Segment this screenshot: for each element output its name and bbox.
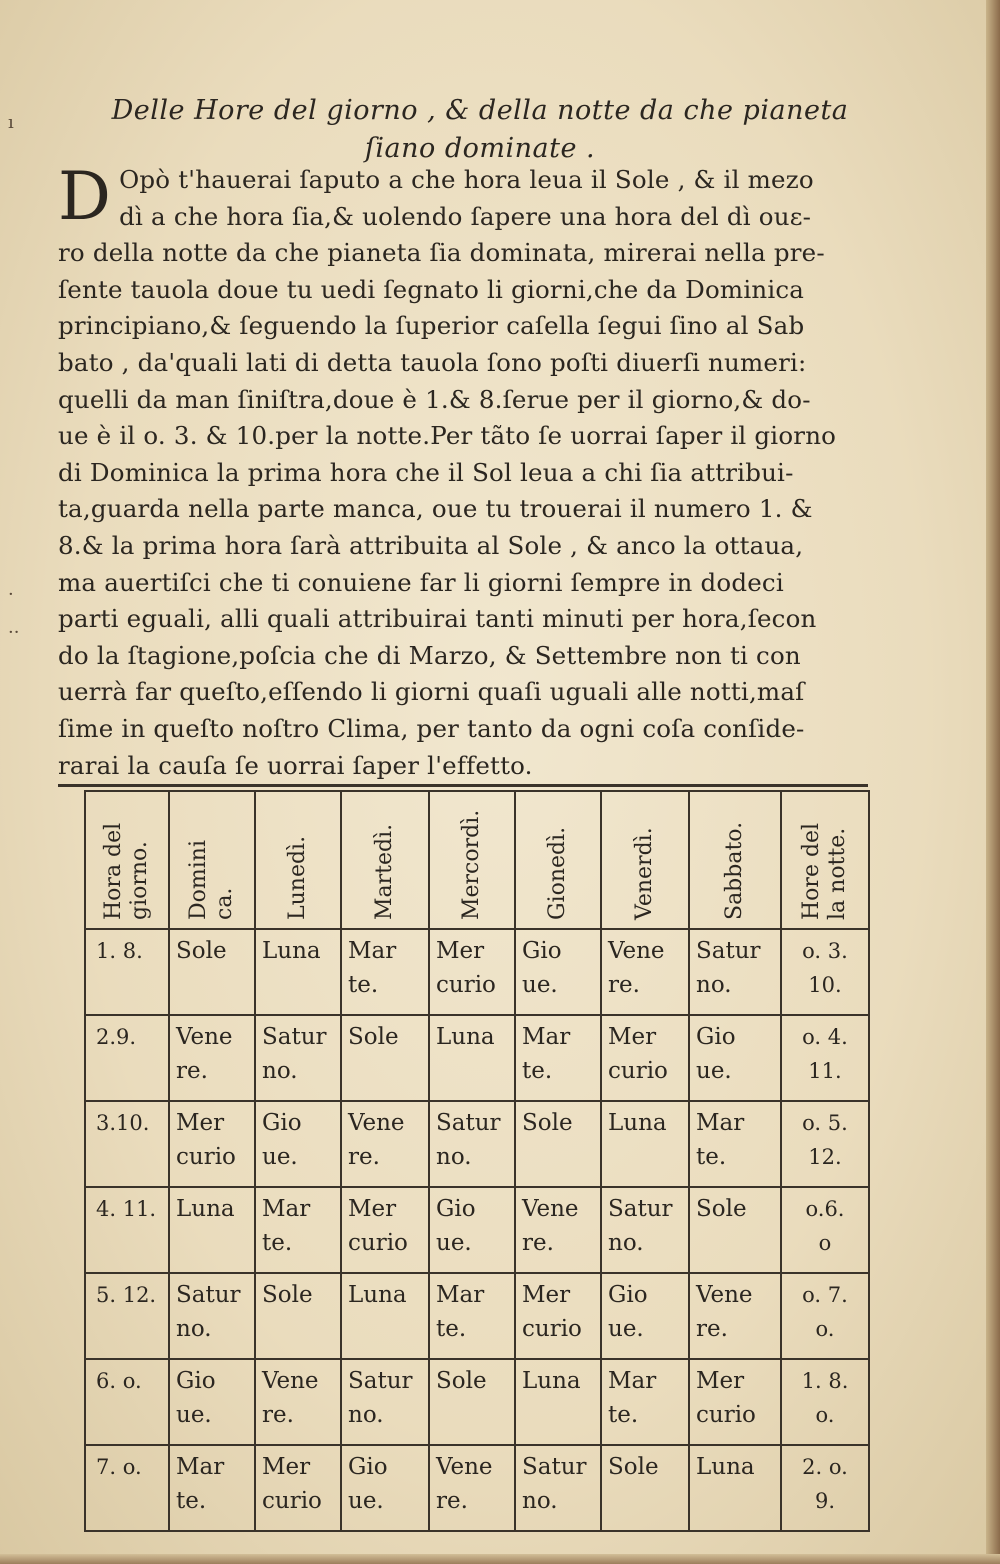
planet-cell: Sole xyxy=(341,1015,429,1101)
planet-cell: Vene re. xyxy=(689,1273,781,1359)
text-line: dì a che hora ſia,& uolendo ſapere una hora del dì ouε- xyxy=(119,201,812,231)
column-header xyxy=(169,791,255,929)
planet-cell: Satur no. xyxy=(515,1445,601,1531)
night-hour-cell: o. 7. o. xyxy=(781,1273,869,1359)
day-hour-cell: 2.9. xyxy=(85,1015,169,1101)
planet-cell: Gio ue. xyxy=(515,929,601,1015)
column-header-label: Domini ca. xyxy=(186,840,237,920)
text-line: ſente tauola doue tu uedi ſegnato li giorni,che da Dominica xyxy=(58,274,805,304)
table-header xyxy=(85,791,869,929)
night-hour-cell: o.6. o xyxy=(781,1187,869,1273)
planet-cell: Satur no. xyxy=(169,1273,255,1359)
day-hour-cell: 4. 11. xyxy=(85,1187,169,1273)
text-line: quelli da man ſiniſtra,doue è 1.& 8.ſerue per il giorno,& do- xyxy=(58,384,811,414)
column-header-label: Martedì. xyxy=(372,823,397,920)
planet-cell: Satur no. xyxy=(601,1187,689,1273)
planet-cell: Mar te. xyxy=(169,1445,255,1531)
planetary-hours-table xyxy=(84,790,870,1532)
table-row xyxy=(85,1273,869,1359)
planet-cell: Vene re. xyxy=(341,1101,429,1187)
table-row xyxy=(85,929,869,1015)
day-hour-cell: 5. 12. xyxy=(85,1273,169,1359)
planet-cell: Luna xyxy=(169,1187,255,1273)
day-hour-cell: 7. o. xyxy=(85,1445,169,1531)
table-row xyxy=(85,1015,869,1101)
column-header-label: Hora del giorno. xyxy=(101,822,152,920)
planet-cell: Luna xyxy=(601,1101,689,1187)
planet-cell: Mar te. xyxy=(341,929,429,1015)
page-edge xyxy=(986,0,1000,1564)
planet-cell: Gio ue. xyxy=(601,1273,689,1359)
table-row xyxy=(85,1187,869,1273)
column-header xyxy=(689,791,781,929)
planet-cell: Mer curio xyxy=(515,1273,601,1359)
column-header-label: Gionedì. xyxy=(545,826,570,920)
text-line: principiano,& ſeguendo la ſuperior caſella ſegui ſino al Sab xyxy=(58,311,805,341)
text-line: rarai la cauſa ſe uorrai ſaper l'effetto. xyxy=(58,750,533,780)
planet-cell: Gio ue. xyxy=(689,1015,781,1101)
header-row xyxy=(85,791,869,929)
table-body xyxy=(85,929,869,1531)
night-hour-cell: o. 4. 11. xyxy=(781,1015,869,1101)
text-line: bato , da'quali lati di detta tauola ſono poſti diuerſi numeri: xyxy=(58,347,807,377)
planet-cell: Sole xyxy=(255,1273,341,1359)
text-line: Opò t'hauerai ſaputo a che hora leua il Sole , & il mezo xyxy=(119,165,814,194)
planet-cell: Mer curio xyxy=(169,1101,255,1187)
column-header xyxy=(515,791,601,929)
planet-cell: Sole xyxy=(689,1187,781,1273)
planet-cell: Luna xyxy=(689,1445,781,1531)
title-line-1: Delle Hore del giorno , & della notte da che pianeta xyxy=(111,95,849,126)
column-header xyxy=(255,791,341,929)
planet-cell: Vene re. xyxy=(515,1187,601,1273)
planet-cell: Mer curio xyxy=(429,929,515,1015)
column-header xyxy=(85,791,169,929)
text-line: ta,guarda nella parte manca, oue tu trouerai il numero 1. & xyxy=(58,494,813,524)
planet-cell: Gio ue. xyxy=(169,1359,255,1445)
night-hour-cell: o. 5. 12. xyxy=(781,1101,869,1187)
night-hour-cell: 1. 8. o. xyxy=(781,1359,869,1445)
body-paragraph xyxy=(58,158,873,784)
planet-cell: Mar te. xyxy=(515,1015,601,1101)
column-header-label: Venerdì. xyxy=(632,827,657,920)
planet-cell: Gio ue. xyxy=(255,1101,341,1187)
drop-cap: D xyxy=(58,158,112,235)
day-hour-cell: 1. 8. xyxy=(85,929,169,1015)
column-header xyxy=(341,791,429,929)
day-hour-cell: 3.10. xyxy=(85,1101,169,1187)
planet-cell: Satur no. xyxy=(255,1015,341,1101)
planet-cell: Mer curio xyxy=(255,1445,341,1531)
planet-cell: Mer curio xyxy=(341,1187,429,1273)
planet-cell: Mar te. xyxy=(689,1101,781,1187)
planet-cell: Vene re. xyxy=(429,1445,515,1531)
planet-cell: Sole xyxy=(601,1445,689,1531)
planet-cell: Mer curio xyxy=(689,1359,781,1445)
planet-cell: Gio ue. xyxy=(341,1445,429,1531)
column-header xyxy=(601,791,689,929)
planet-cell: Sole xyxy=(515,1101,601,1187)
column-header xyxy=(781,791,869,929)
day-hour-cell: 6. o. xyxy=(85,1359,169,1445)
planet-cell: Sole xyxy=(169,929,255,1015)
column-header xyxy=(429,791,515,929)
text-line: 8.& la prima hora ſarà attribuita al Sole , & anco la ottaua, xyxy=(58,530,804,560)
planet-cell: Satur no. xyxy=(689,929,781,1015)
text-line: ue è il o. 3. & 10.per la notte.Per tãto ſe uorrai ſaper il giorno xyxy=(58,421,837,451)
table-row xyxy=(85,1445,869,1531)
planet-cell: Satur no. xyxy=(429,1101,515,1187)
table-top-rule xyxy=(58,784,868,787)
title-line-2: ſiano dominate . xyxy=(364,133,596,164)
column-header-label: Hore del la notte. xyxy=(799,822,850,920)
column-header-label: Sabbato. xyxy=(722,821,747,920)
column-header-label: Mercordì. xyxy=(459,809,484,920)
planet-cell: Mer curio xyxy=(601,1015,689,1101)
planet-cell: Mar te. xyxy=(255,1187,341,1273)
table-row xyxy=(85,1101,869,1187)
margin-mark: · xyxy=(8,584,14,605)
planet-cell: Luna xyxy=(341,1273,429,1359)
planet-cell: Mar te. xyxy=(429,1273,515,1359)
page-edge-bottom xyxy=(0,1554,1000,1564)
night-hour-cell: o. 3. 10. xyxy=(781,929,869,1015)
planet-cell: Satur no. xyxy=(341,1359,429,1445)
text-line: parti eguali, alli quali attribuirai tanti minuti per hora,ſecon xyxy=(58,604,817,634)
page-title xyxy=(70,92,890,168)
margin-mark: ·· xyxy=(8,622,20,643)
text-line: ſime in queſto noſtro Clima, per tanto da ogni coſa conſide- xyxy=(58,713,805,743)
planet-cell: Mar te. xyxy=(601,1359,689,1445)
planet-cell: Vene re. xyxy=(169,1015,255,1101)
text-line: ro della notte da che pianeta ſia dominata, mirerai nella pre- xyxy=(58,238,825,268)
text-line: do la ſtagione,poſcia che di Marzo, & Settembre non ti con xyxy=(58,640,801,670)
planet-cell: Sole xyxy=(429,1359,515,1445)
planet-cell: Vene re. xyxy=(601,929,689,1015)
planet-cell: Luna xyxy=(255,929,341,1015)
margin-mark: ı xyxy=(8,112,14,133)
planet-cell: Luna xyxy=(515,1359,601,1445)
planet-cell: Vene re. xyxy=(255,1359,341,1445)
text-line: di Dominica la prima hora che il Sol leua a chi ſia attribui- xyxy=(58,457,794,487)
planet-cell: Gio ue. xyxy=(429,1187,515,1273)
text-line: uerrà far queſto,eſſendo li giorni quaſi uguali alle notti,maſ xyxy=(58,677,805,707)
night-hour-cell: 2. o. 9. xyxy=(781,1445,869,1531)
planet-cell: Luna xyxy=(429,1015,515,1101)
text-line: ma auertiſci che ti conuiene far li giorni ſempre in dodeci xyxy=(58,567,784,597)
column-header-label: Lunedì. xyxy=(285,835,310,920)
table-row xyxy=(85,1359,869,1445)
